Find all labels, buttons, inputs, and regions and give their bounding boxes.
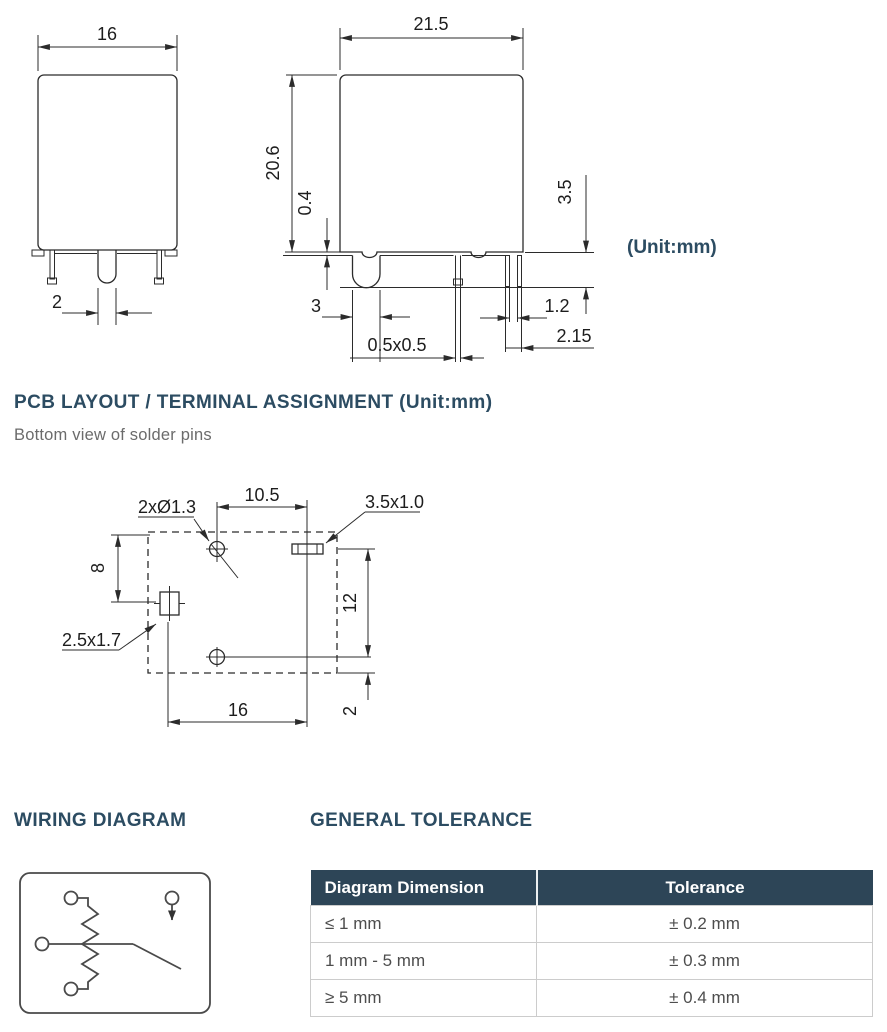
tolerance-table-header-tolerance: Tolerance <box>537 870 873 906</box>
tolerance-value-cell: ± 0.2 mm <box>537 906 873 943</box>
dim-side-pin-gap: 1.2 <box>544 296 570 316</box>
dim-front-pin-offset: 2 <box>51 292 63 312</box>
dim-side-pin-cross: 0.5x0.5 <box>367 335 427 355</box>
dim-front-width: 16 <box>96 24 118 44</box>
tolerance-table <box>310 870 873 1017</box>
unit-label: (Unit:mm) <box>627 237 717 258</box>
dim-pcb-pad: 2.5x1.7 <box>62 630 122 650</box>
dim-side-pin-length: 3.5 <box>555 179 575 205</box>
table-row <box>311 980 873 1017</box>
pcb-layout-heading: PCB LAYOUT / TERMINAL ASSIGNMENT (Unit:mm) <box>14 392 493 413</box>
dim-pcb-12: 12 <box>340 592 360 614</box>
dim-pcb-slot: 3.5x1.0 <box>365 492 425 512</box>
dim-pcb-holes: 2xØ1.3 <box>138 497 197 517</box>
dim-side-standoff: 0.4 <box>295 190 315 216</box>
dim-pcb-2: 2 <box>340 705 360 717</box>
dim-side-width: 21.5 <box>413 14 449 34</box>
dim-pcb-pitch-x: 10.5 <box>244 485 280 505</box>
tolerance-value-cell: ± 0.4 mm <box>537 980 873 1017</box>
tolerance-dimension-cell: ≥ 5 mm <box>311 980 537 1017</box>
general-tolerance-heading: GENERAL TOLERANCE <box>310 810 533 831</box>
dimension-drawings <box>0 0 887 380</box>
table-row <box>311 943 873 980</box>
tolerance-table-header-dimension: Diagram Dimension <box>311 870 537 906</box>
side-view-drawing <box>263 14 594 362</box>
pcb-layout-drawing <box>0 460 520 770</box>
dim-side-pin-width: 3 <box>310 296 322 316</box>
front-view-drawing <box>32 24 177 325</box>
tolerance-table-header-row <box>311 870 873 906</box>
dim-pcb-16: 16 <box>227 700 249 720</box>
wiring-diagram-heading: WIRING DIAGRAM <box>14 810 187 831</box>
tolerance-dimension-cell: 1 mm - 5 mm <box>311 943 537 980</box>
dim-side-height: 20.6 <box>263 145 283 181</box>
wiring-diagram-drawing <box>0 860 280 1032</box>
tolerance-dimension-cell: ≤ 1 mm <box>311 906 537 943</box>
pcb-layout-subtitle: Bottom view of solder pins <box>14 426 212 444</box>
table-row <box>311 906 873 943</box>
dim-side-pin-pitch: 2.15 <box>556 326 592 346</box>
dim-pcb-8: 8 <box>88 562 108 574</box>
tolerance-value-cell: ± 0.3 mm <box>537 943 873 980</box>
